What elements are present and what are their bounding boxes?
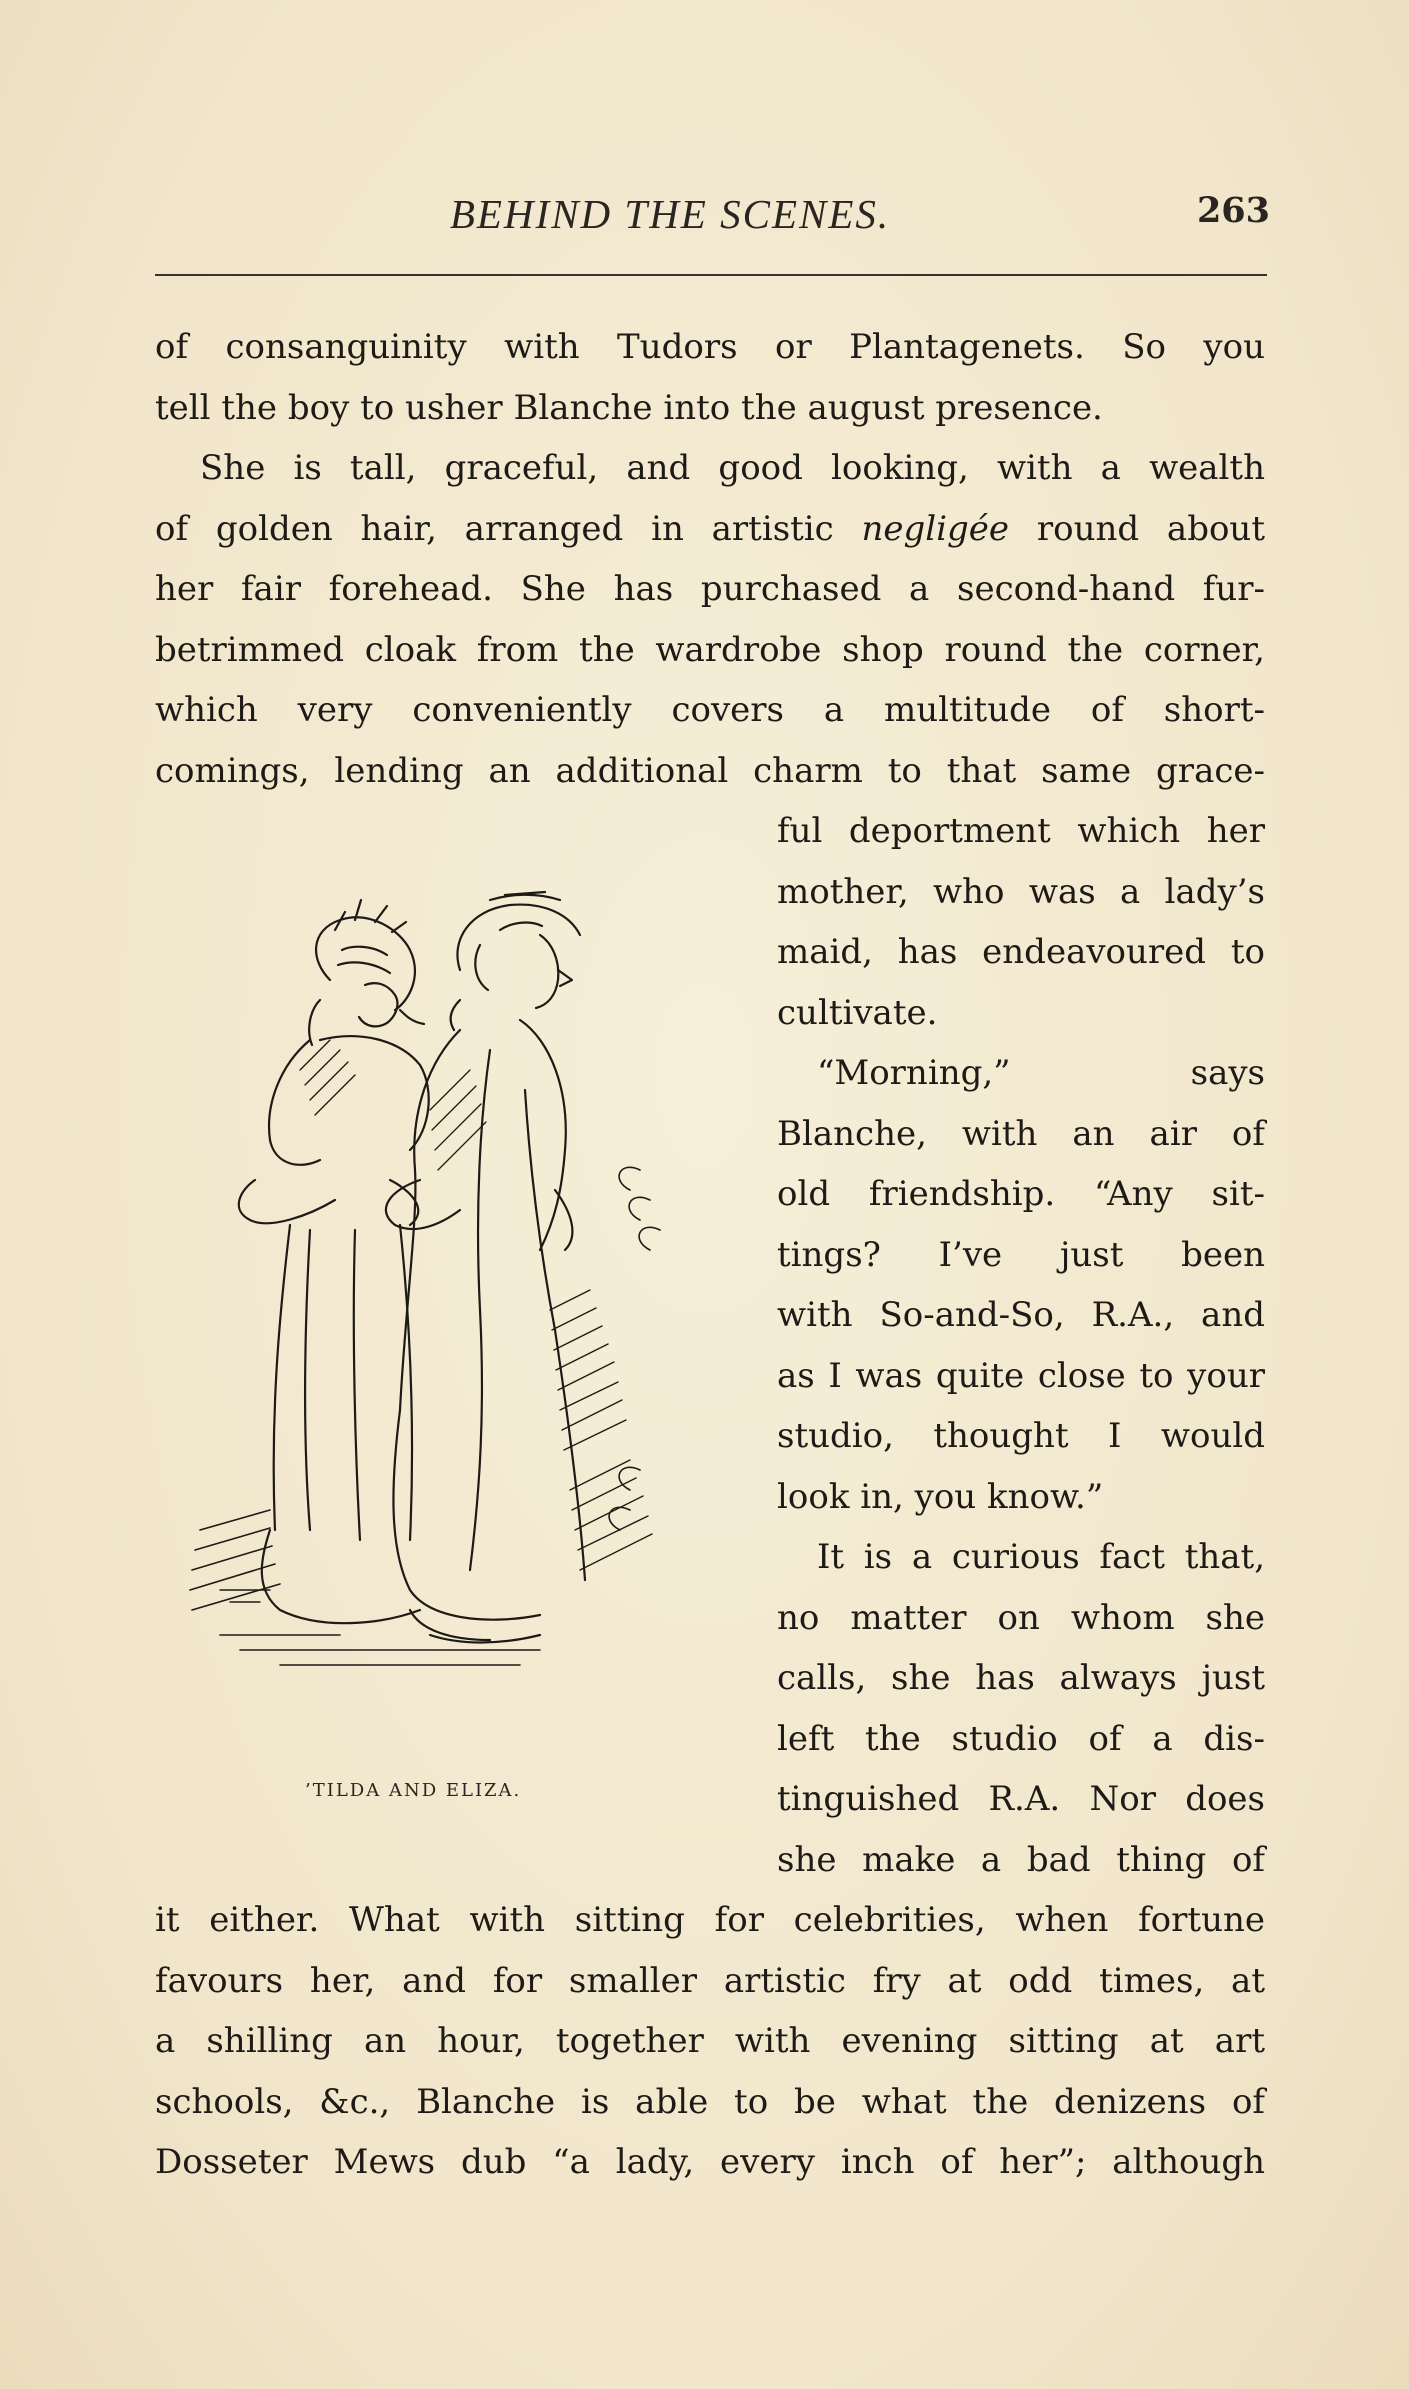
text-line: “Morning,” says [817, 1053, 1265, 1093]
text-line: as I was quite close to your [777, 1355, 1265, 1396]
body-text-side [777, 801, 1265, 1890]
figure-caption: ’TILDA AND ELIZA. [305, 1780, 522, 1801]
text-line: It is a curious fact that, [817, 1537, 1265, 1577]
running-title: BEHIND THE SCENES. [449, 191, 891, 237]
text-segment: of golden hair, arranged in artistic [155, 508, 862, 549]
text-line: look in, you know.” [777, 1476, 1104, 1517]
text-line: her fair forehead. She has purchased a second-hand fur- [155, 569, 1265, 609]
header-rule [155, 274, 1267, 276]
text-line: tings? I’ve just been [777, 1234, 1265, 1275]
text-line: cultivate. [777, 992, 938, 1033]
page-number: 263 [1196, 190, 1270, 231]
text-line: old friendship. “Any sit- [777, 1174, 1265, 1214]
body-text-bottom [155, 1890, 1265, 2193]
text-line [155, 499, 1265, 560]
text-line: tinguished R.A. Nor does [777, 1779, 1265, 1819]
text-line: mother, who was a lady’s [777, 871, 1265, 912]
text-line: favours her, and for smaller artistic fry at odd times, at [155, 1960, 1265, 2001]
running-head [150, 190, 1270, 250]
text-line: calls, she has always just [777, 1658, 1265, 1698]
illustration-drawing [160, 890, 760, 1770]
text-line: She is tall, graceful, and good looking, with a wealth [200, 448, 1265, 488]
text-line: left the studio of a dis- [777, 1718, 1265, 1759]
text-line: studio, thought I would [777, 1416, 1265, 1456]
illustration-tilda-and-eliza [160, 890, 760, 1770]
text-line: maid, has endeavoured to [777, 932, 1265, 972]
text-line: it either. What with sitting for celebrities, when fortune [155, 1900, 1265, 1940]
text-line: schools, &c., Blanche is able to be what the denizens of [155, 2081, 1265, 2122]
text-line: comings, lending an additional charm to that same grace- [155, 750, 1265, 791]
text-line: tell the boy to usher Blanche into the august presence. [155, 387, 1103, 428]
italic-word: negligée [861, 508, 1010, 549]
text-line: betrimmed cloak from the wardrobe shop round the corner, [155, 629, 1265, 670]
text-line: of consanguinity with Tudors or Plantagenets. So you [155, 327, 1265, 367]
text-segment: round about [1009, 508, 1265, 549]
text-line: a shilling an hour, together with evening sitting at art [155, 2021, 1265, 2061]
text-line: ful deportment which her [777, 811, 1265, 851]
body-text-top [155, 317, 1265, 801]
text-line: she make a bad thing of [777, 1839, 1265, 1880]
text-line: with So-and-So, R.A., and [777, 1295, 1265, 1335]
text-line: Blanche, with an air of [777, 1113, 1265, 1154]
text-line: which very conveniently covers a multitude of short- [155, 690, 1265, 730]
text-line: Dosseter Mews dub “a lady, every inch of her”; although [155, 2142, 1265, 2182]
text-line: no matter on whom she [777, 1597, 1265, 1638]
